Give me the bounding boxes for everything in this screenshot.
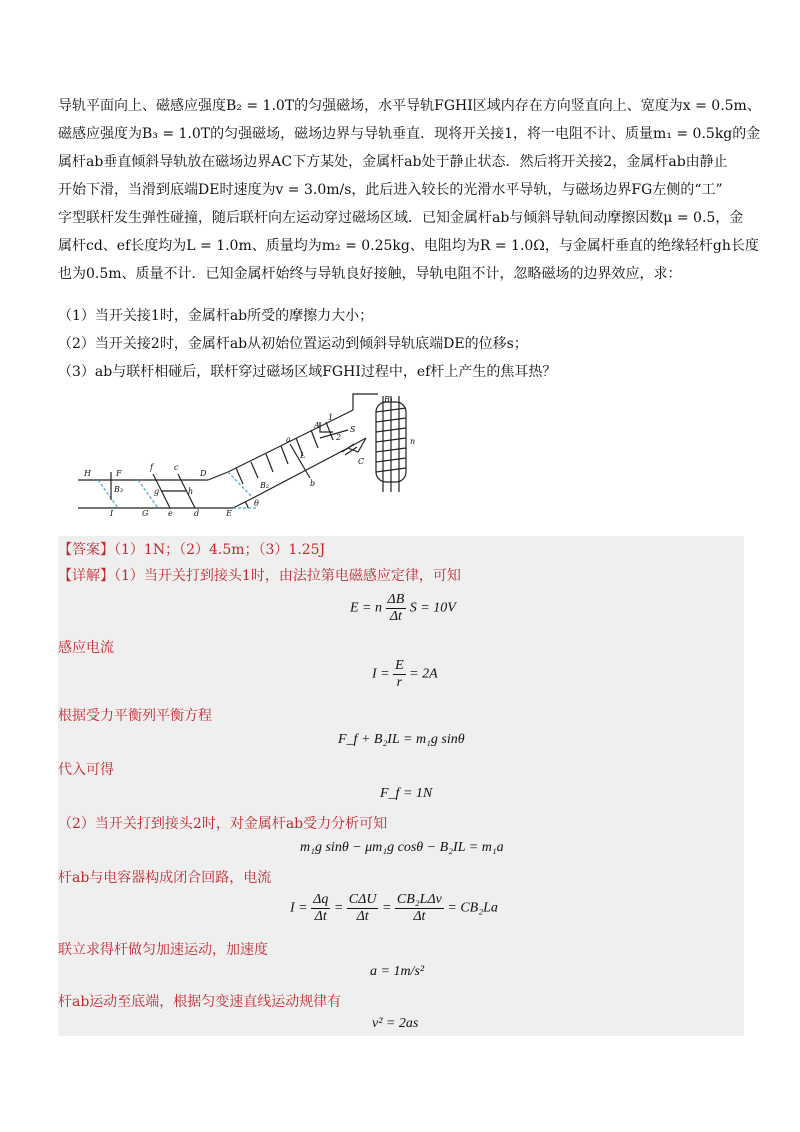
label-D: D [200, 469, 207, 478]
answer-tag: 【答案】 [58, 542, 114, 558]
label-B1: B₁ [384, 395, 394, 404]
label-B2: B₂ [260, 481, 270, 490]
label-d: d [194, 509, 200, 518]
question-line: 属杆cd、ef长度均为L = 1.0m、质量均为m₂ = 0.25kg、电阻均为R = 1.0Ω，与金属杆垂直的绝缘轻杆gh长度 [58, 238, 759, 254]
detail-text: （1）当开关打到接头1时，由法拉第电磁感应定律，可知 [114, 568, 461, 584]
label-b: b [310, 479, 316, 488]
label-2: 2 [336, 433, 342, 442]
label-a: a [286, 435, 291, 444]
equation-1: E = n $\frac{\Delta B}{\Delta t}$ S = 10V [350, 592, 456, 624]
sub-question-2: （2）当开关接2时，金属杆ab从初始位置运动到倾斜导轨底端DE的位移s； [58, 336, 528, 352]
label-n: n [410, 437, 416, 446]
detail-tag: 【详解】 [58, 568, 114, 584]
label-substitute: 代入可得 [58, 762, 114, 778]
label-L: L [300, 451, 306, 460]
sub-question-1: （1）当开关接1时，金属杆ab所受的摩擦力大小； [58, 308, 374, 324]
question-line: 开始下滑，当滑到底端DE时速度为v = 3.0m/s，此后进入较长的光滑水平导轨，与磁场边界FG左侧的“工” [58, 182, 723, 198]
label-H: H [84, 469, 91, 478]
question-line: 字型联杆发生弹性碰撞，随后联杆向左运动穿过磁场区域．已知金属杆ab与倾斜导轨间动摩擦因数μ = 0.5，金 [58, 210, 744, 226]
equation-8: v² = 2as [372, 1016, 419, 1031]
detail-line [58, 564, 461, 588]
question-line: 也为0.5m、质量不计．已知金属杆始终与导轨良好接触，导轨电阻不计，忽略磁场的边界效应，求： [58, 266, 682, 282]
label-c: c [174, 463, 179, 472]
label-B3: B₃ [114, 485, 124, 494]
label-current: 杆ab与电容器构成闭合回路，电流 [58, 870, 272, 886]
label-1: 1 [328, 413, 334, 422]
equation-4: F_f = 1N [380, 786, 433, 801]
label-balance: 根据受力平衡列平衡方程 [58, 708, 212, 724]
label-I: I [110, 509, 114, 518]
label-S: S [350, 425, 356, 434]
label-E: E [226, 509, 232, 518]
answer-line [58, 538, 325, 562]
answer-text: （1）1N；（2）4.5m；（3）1.25J [114, 542, 326, 558]
label-g: g [154, 487, 160, 496]
label-part2: （2）当开关打到接头2时，对金属杆ab受力分析可知 [58, 816, 388, 832]
physics-diagram [58, 392, 418, 532]
label-f: f [150, 463, 153, 472]
label-theta: θ [254, 499, 259, 508]
equation-3: F_f + B₂IL = m₁g sinθ [338, 732, 465, 747]
label-A: A [314, 421, 320, 430]
label-induced-current: 感应电流 [58, 640, 114, 656]
label-G: G [142, 509, 149, 518]
equation-5: m₁g sinθ − μm₁g cosθ − B₂IL = m₁a [300, 840, 504, 855]
label-h: h [188, 487, 194, 496]
question-line: 磁感应强度为B₃ = 1.0T的匀强磁场，磁场边界与导轨垂直．现将开关接1，将一电阻不计、质量m₁ = 0.5kg的金 [58, 126, 761, 142]
label-acceleration: 联立求得杆做匀加速运动，加速度 [58, 942, 268, 958]
question-text [58, 92, 761, 288]
question-line: 属杆ab垂直倾斜导轨放在磁场边界AC下方某处，金属杆ab处于静止状态．然后将开关接2，金属杆ab由静止 [58, 154, 728, 170]
question-line: 导轨平面向上、磁感应强度B₂ = 1.0T的匀强磁场，水平导轨FGHI区域内存在方向竖直向上、宽度为x = 0.5m、 [58, 98, 761, 114]
label-C: C [358, 457, 365, 466]
label-e: e [168, 509, 173, 518]
sub-question-3: （3）ab与联杆相碰后，联杆穿过磁场区域FGHI过程中，ef杆上产生的焦耳热？ [58, 364, 557, 380]
equation-2: I = $\frac{E}{r}$ = 2A [372, 658, 438, 690]
equation-7: a = 1m/s² [370, 964, 425, 979]
label-F: F [116, 469, 122, 478]
label-kinematics: 杆ab运动至底端，根据匀变速直线运动规律有 [58, 994, 342, 1010]
equation-6: I = $\frac{\Delta q}{\Delta t}$ = $\frac{\text{CΔU}}{\Delta t}$ = $\frac{\text{CB₂LΔv}}{\Delta t}$ = CB₂La [290, 892, 498, 924]
